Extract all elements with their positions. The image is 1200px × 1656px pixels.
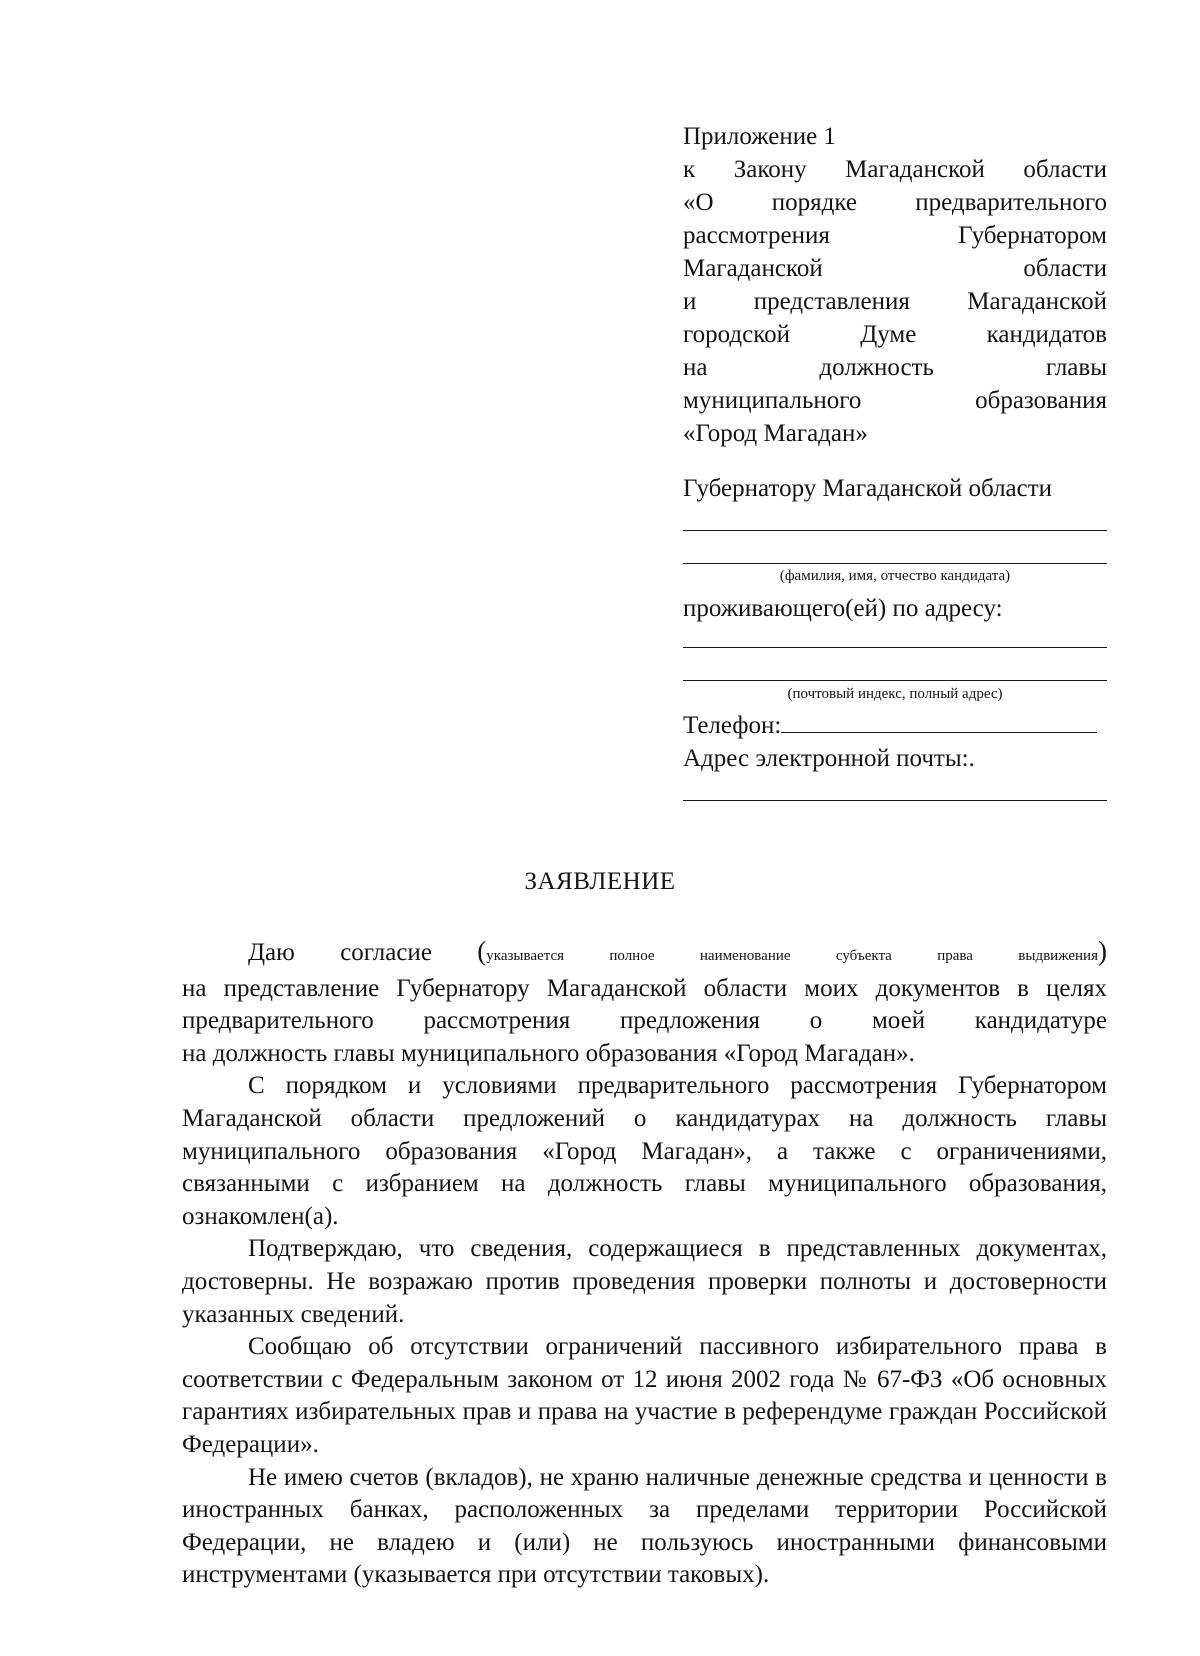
para1-line: предварительного рассмотрения предложения о моей кандидатуре [182, 1007, 1107, 1035]
annex-line: Магаданской области [683, 255, 1107, 282]
small-word: выдвижения [1018, 948, 1098, 964]
annex-line: муниципального образования [683, 387, 1107, 414]
paragraph-restrictions: Сообщаю об отсутствии ограничений пассивного избирательного права в соответствии с Федеральным законом от 12 июня 2002 года № 67-ФЗ «Об основных гарантиях избирательных прав и права на участие в референдуме граждан Российской Федерации». [182, 1333, 1107, 1458]
small-word: наименование [699, 948, 791, 964]
para1-parenthetical-end [1018, 935, 1107, 973]
paren-open: ( [477, 936, 487, 966]
annex-line: рассмотрения Губернатором [683, 222, 1107, 249]
para1-word: Даю [248, 939, 295, 966]
para1-word: согласие [340, 939, 432, 966]
paragraph-confirmation: Подтверждаю, что сведения, содержащиеся в представленных документах, достоверны. Не возражаю против проведения проверки полноты и достоверности указанных сведений. [182, 1235, 1107, 1328]
address-caption: (почтовый индекс, полный адрес) [787, 686, 1003, 702]
para1-line: на должность главы муниципального образования «Город Магадан». [182, 1039, 915, 1067]
fio-line-1[interactable] [683, 530, 1107, 531]
statement-body [182, 935, 1107, 1592]
email-field [683, 742, 1107, 775]
paren-close: ) [1097, 936, 1107, 966]
small-word: права [937, 948, 973, 964]
annex-line: на должность главы [683, 354, 1107, 381]
document-title: ЗАЯВЛЕНИЕ [524, 868, 676, 895]
annex-line: Приложение 1 [683, 123, 836, 150]
annex-line: городской Думе кандидатов [683, 321, 1107, 348]
annex-line: к Закону Магаданской области [683, 156, 1107, 183]
annex-line: «О порядке предварительного [683, 189, 1107, 216]
email-dot: . [968, 745, 975, 772]
para1-parenthetical [477, 935, 564, 973]
email-label: Адрес электронной почты: [683, 745, 969, 772]
phone-field [683, 709, 1107, 742]
email-input-line[interactable] [683, 800, 1107, 801]
phone-label: Телефон: [683, 712, 782, 739]
annex-line: и представления Магаданской [683, 288, 1107, 315]
small-word: субъекта [835, 948, 892, 964]
annex-header [683, 120, 1107, 450]
address-line-1[interactable] [683, 647, 1107, 648]
fio-caption: (фамилия, имя, отчество кандидата) [779, 568, 1011, 584]
phone-input-line[interactable] [781, 710, 1097, 733]
address-line-2[interactable] [683, 680, 1107, 681]
para1-first-line [182, 935, 1107, 973]
addressee: Губернатору Магаданской области [683, 475, 1053, 502]
small-word: полное [609, 948, 655, 964]
small-word: указывается [486, 948, 564, 964]
paragraph-procedure: С порядком и условиями предварительного рассмотрения Губернатором Магаданской области предложений о кандидатурах на должность главы муниципального образования «Город Магадан», а также с ограничениями, связанными с избранием на должность главы муниципального образования, ознакомлен(а). [182, 1072, 1107, 1230]
residence-label: проживающего(ей) по адресу: [683, 595, 1003, 622]
para1-line: на представление Губернатору Магаданской области моих документов в целях [182, 974, 1107, 1002]
annex-line: «Город Магадан» [683, 420, 868, 447]
fio-line-2[interactable] [683, 563, 1107, 564]
paragraph-foreign-accounts: Не имею счетов (вкладов), не храню наличные денежные средства и ценности в иностранных банках, расположенных за пределами территории Российской Федерации, не владею и (или) не пользуюсь иностранными финансовыми инструментами (указывается при отсутствии таковых). [182, 1463, 1107, 1589]
